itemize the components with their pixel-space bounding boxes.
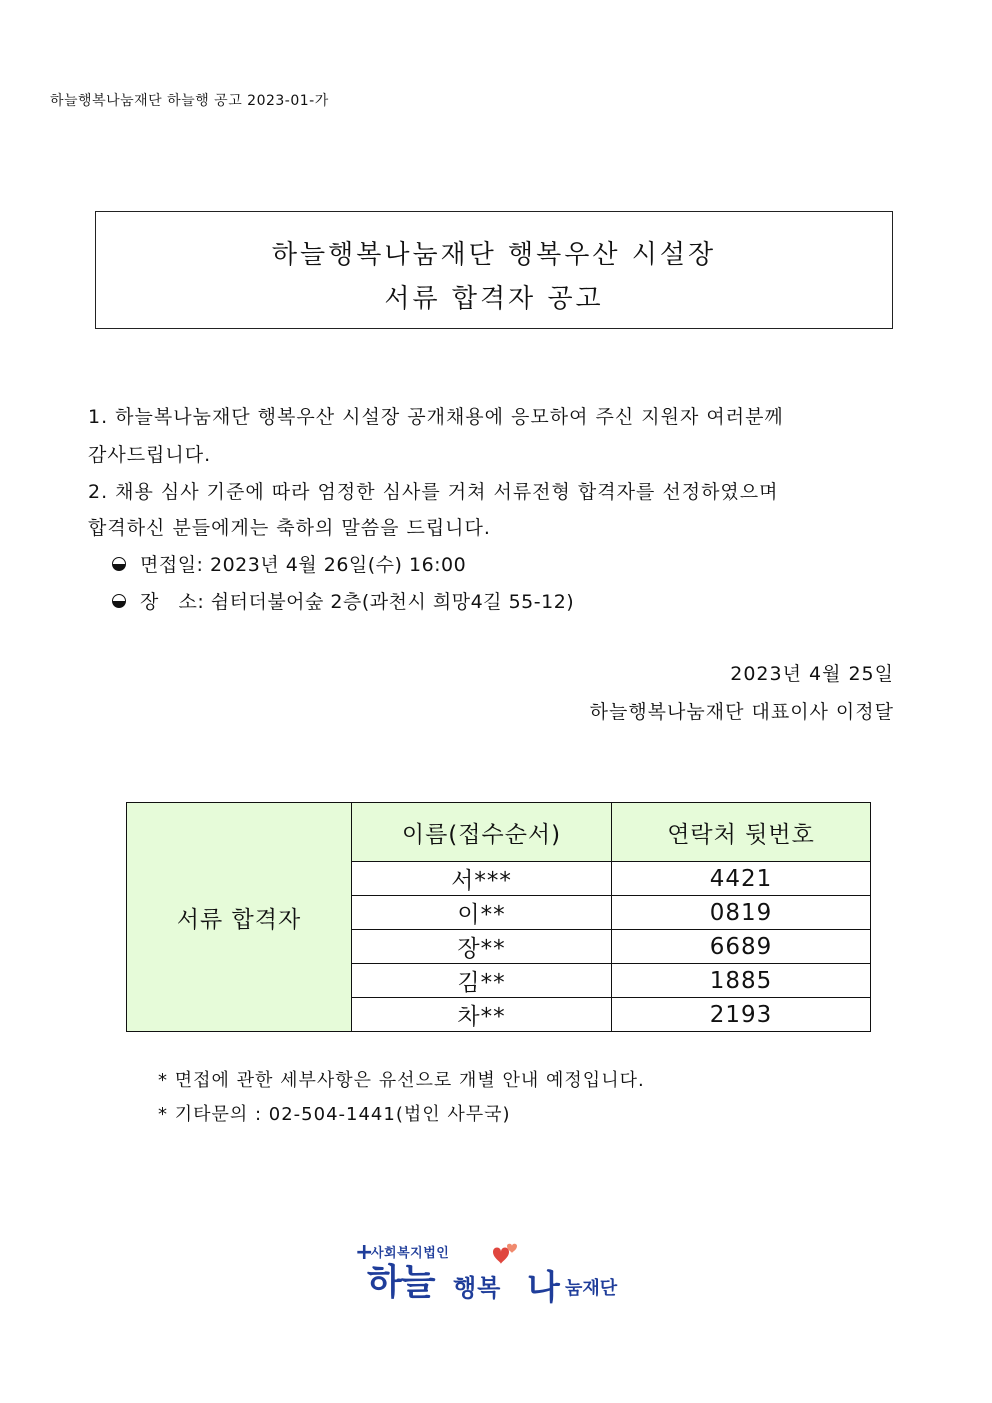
phone-cell: 2193	[612, 998, 871, 1032]
logo-na-text: 나	[527, 1268, 560, 1308]
note-contact: * 기타문의 : 02-504-1441(법인 사무국)	[158, 1104, 511, 1125]
heart-icon	[485, 1240, 525, 1270]
paragraph-1-line-1: 1. 하늘복나눔재단 행복우산 시설장 공개채용에 응모하여 주신 지원자 여러분께	[88, 406, 784, 428]
foundation-logo	[355, 1240, 645, 1308]
phone-column-header: 연락처 뒷번호	[612, 803, 871, 862]
table-header-row	[127, 803, 871, 862]
name-cell: 차**	[352, 998, 612, 1032]
note-interview-details: * 면접에 관한 세부사항은 유선으로 개별 안내 예정입니다.	[158, 1070, 645, 1091]
title-line-1: 하늘행복나눔재단 행복우산 시설장	[271, 240, 717, 270]
half-circle-bullet-icon	[112, 594, 126, 608]
logo-mid-text: 행복	[453, 1274, 502, 1302]
group-label-cell: 서류 합격자	[127, 803, 352, 1032]
issuer-name: 하늘행복나눔재단 대표이사 이정달	[589, 701, 894, 723]
interview-date-text: 면접일: 2023년 4월 26일(수) 16:00	[140, 554, 467, 576]
title-box	[95, 211, 893, 329]
logo-big-text: 하늘	[367, 1262, 435, 1303]
name-cell: 이**	[352, 896, 612, 930]
interview-date-item	[112, 550, 466, 577]
phone-cell: 0819	[612, 896, 871, 930]
name-cell: 장**	[352, 930, 612, 964]
cross-icon: +	[355, 1240, 374, 1265]
logo-small-text: 사회복지법인	[371, 1246, 450, 1261]
logo-end-text: 눔재단	[565, 1278, 618, 1299]
half-circle-bullet-icon	[112, 557, 126, 571]
name-column-header: 이름(접수순서)	[352, 803, 612, 862]
location-item	[112, 587, 574, 614]
paragraph-1-line-2: 감사드립니다.	[88, 444, 212, 466]
phone-cell: 4421	[612, 862, 871, 896]
paragraph-2-line-1: 2. 채용 심사 기준에 따라 엄정한 심사를 거쳐 서류전형 합격자를 선정하였으며	[88, 481, 779, 503]
phone-cell: 1885	[612, 964, 871, 998]
phone-cell: 6689	[612, 930, 871, 964]
document-number: 하늘행복나눔재단 하늘행 공고 2023-01-가	[50, 93, 329, 109]
title-line-2: 서류 합격자 공고	[384, 284, 604, 314]
name-cell: 서***	[352, 862, 612, 896]
location-text: 장 소: 쉼터더불어숲 2층(과천시 희망4길 55-12)	[140, 591, 575, 613]
name-cell: 김**	[352, 964, 612, 998]
paragraph-2-line-2: 합격하신 분들에게는 축하의 말씀을 드립니다.	[88, 517, 491, 539]
results-table	[126, 802, 871, 1032]
announcement-date: 2023년 4월 25일	[730, 663, 894, 685]
